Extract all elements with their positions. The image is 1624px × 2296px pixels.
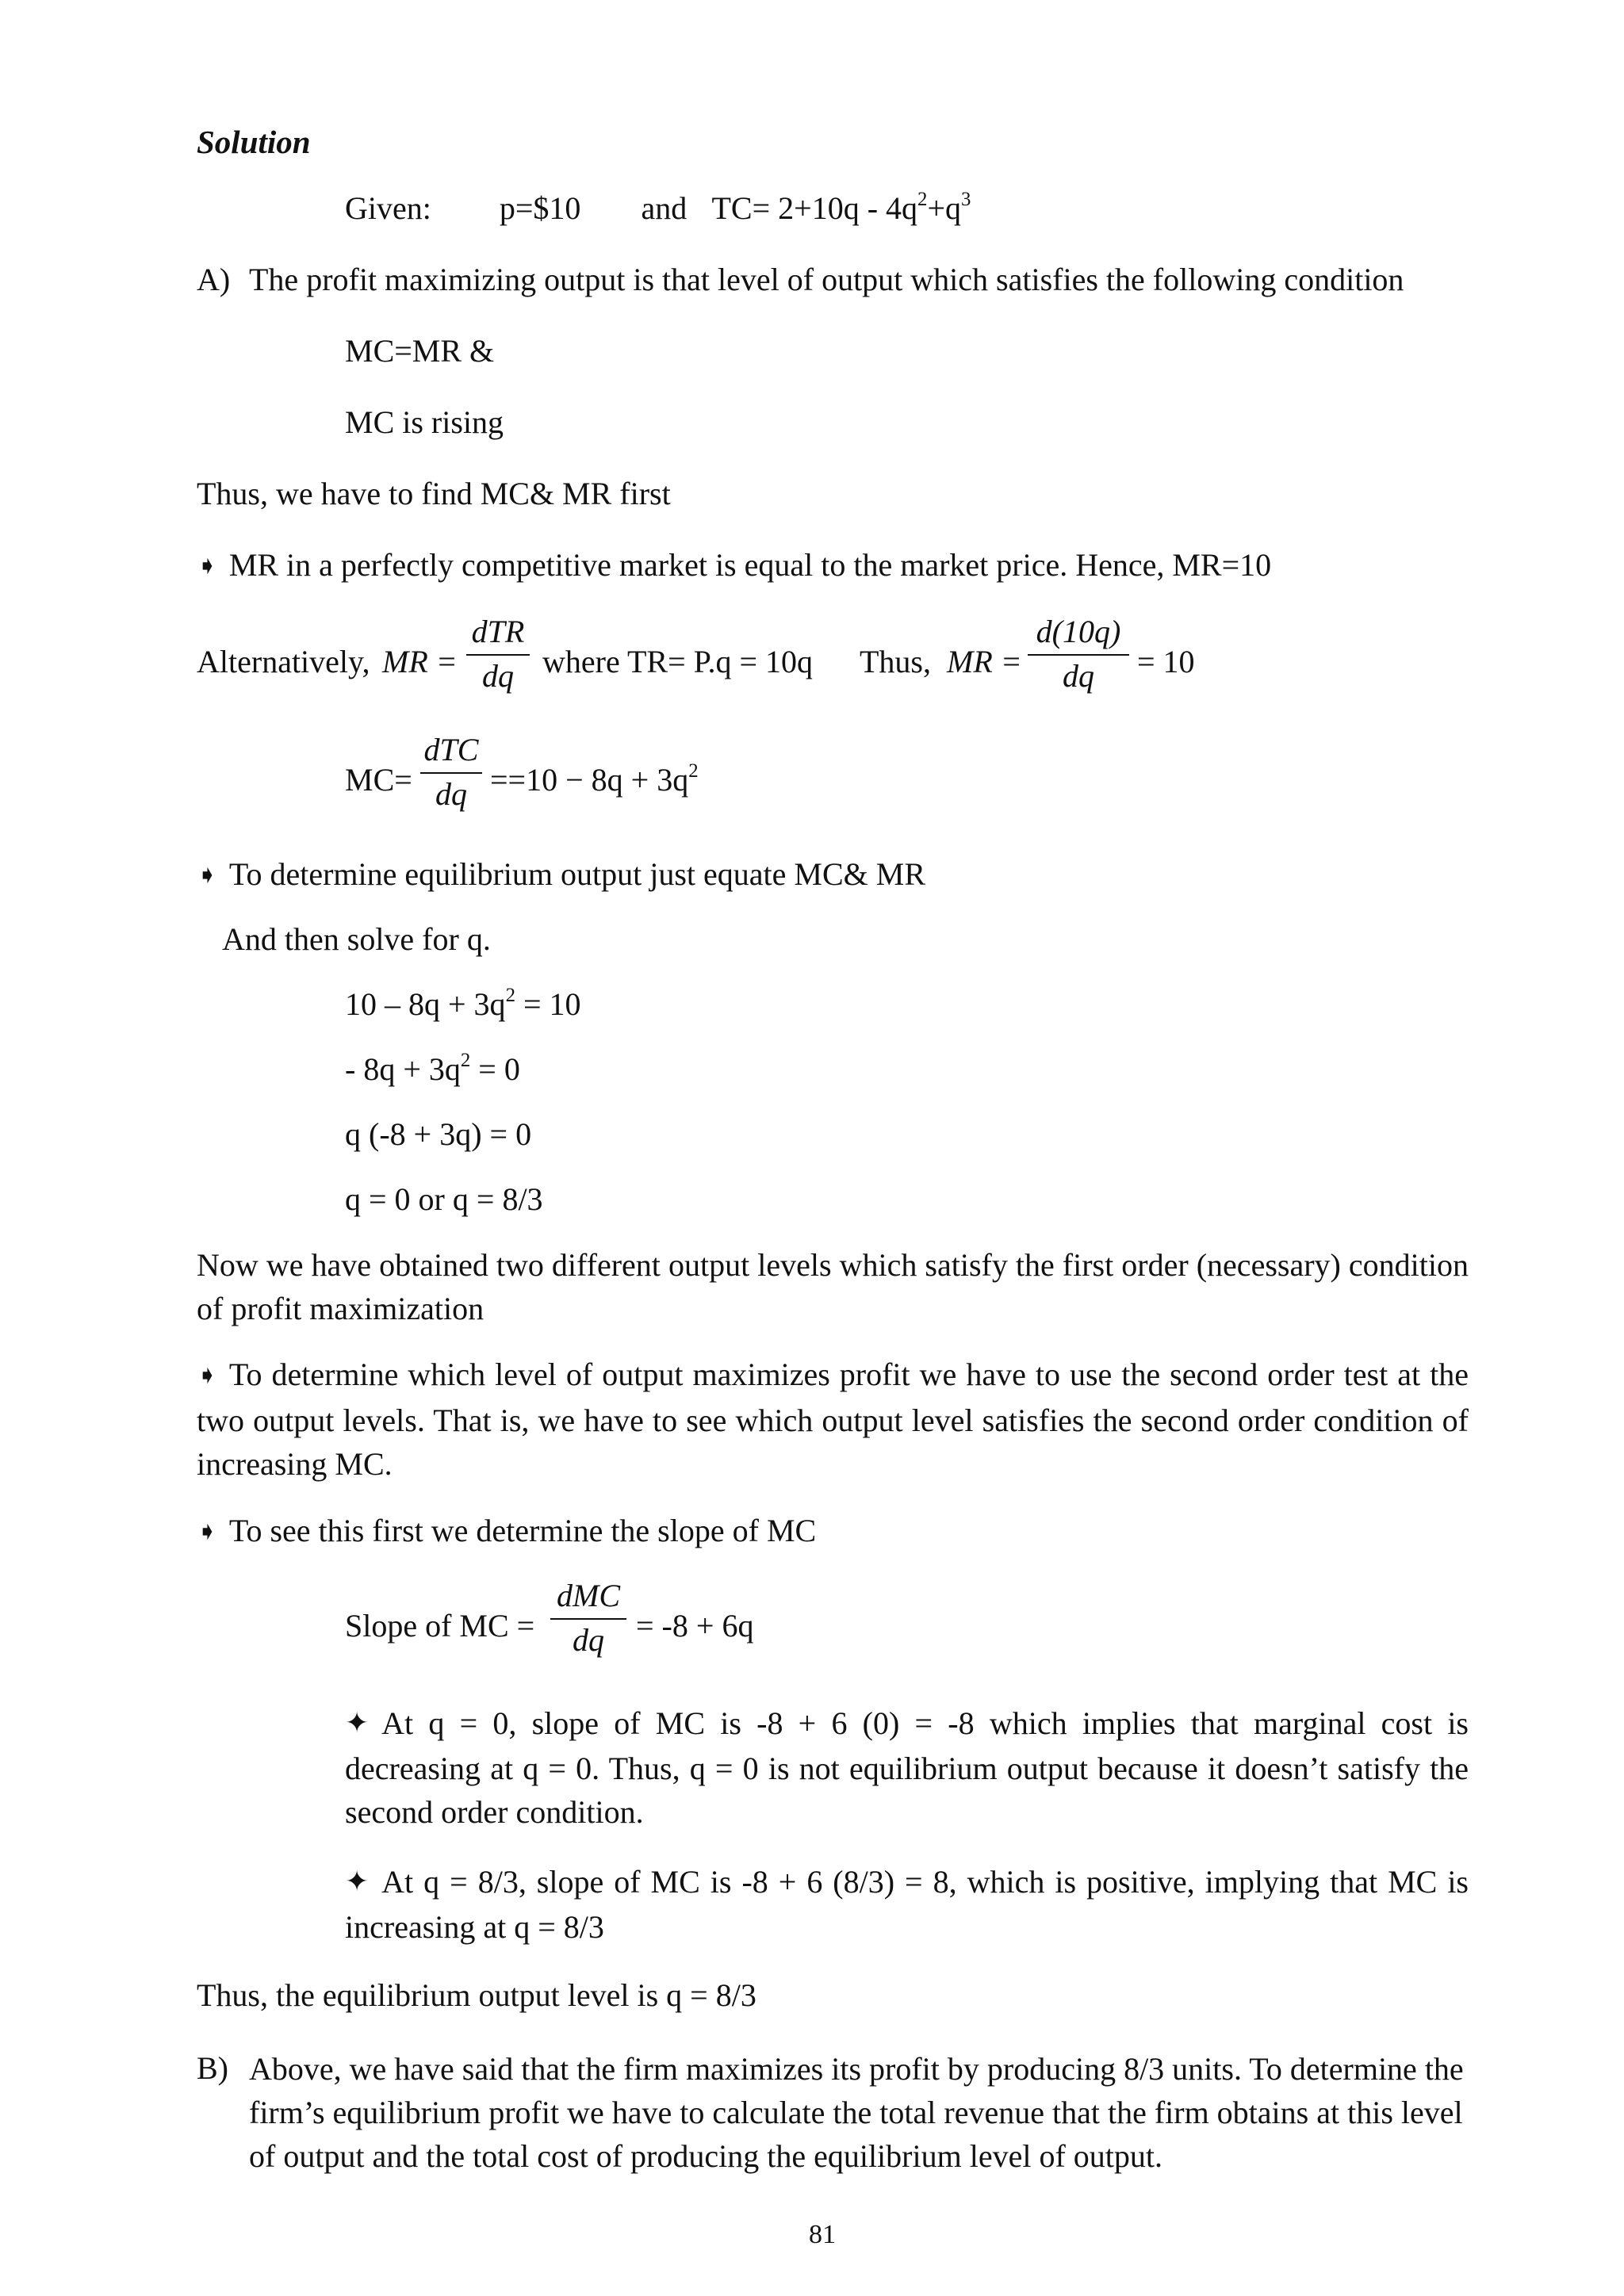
arrow-bullet-icon: ➧: [197, 551, 218, 580]
mc-expression: $==10 - 8q + 3q^2$: [490, 760, 699, 798]
equation-step: $10 - 8q + 3q^2 = 10$: [345, 984, 581, 1022]
fraction-d10q-dq: d(10q) dq: [1028, 614, 1129, 694]
given-line: [345, 187, 971, 230]
equation-step: q = 0 or q = 8/3: [345, 1181, 543, 1217]
alternatively-label: Alternatively,: [197, 644, 370, 679]
total-cost-equation: $TC= 2+10q - 4q^2+q^3$: [711, 188, 971, 226]
page-number: 81: [809, 2220, 836, 2249]
star-bullet-icon: ✦: [345, 1866, 370, 1897]
part-b-text: Above, we have said that the firm maximizes its profit by producing 8/3 units. To determine the firm’s equilibrium profit we have to calculate the total revenue that the firm obtains at this level of output and the total cost of producing the equilibrium level of output.: [249, 2051, 1464, 2174]
case-q-eight-thirds-text: At q = 8/3, slope of MC is -8 + 6 (8/3) = 8, which is positive, implying that MC is increasing at q = 8/3: [345, 1864, 1469, 1945]
where-tr-text: where TR= P.q = 10q: [542, 644, 814, 679]
slope-lhs: Slope of MC =: [345, 1608, 535, 1644]
case-q-zero-text: At q = 0, slope of MC is -8 + 6 (0) = -8 which implies that marginal cost is decreasing at q = 0. Thus, q = 0 is not equilibrium output because it doesn’t satisfy the second order condition.: [345, 1705, 1469, 1830]
equilibrium-conclusion: Thus, the equilibrium output level is q = 8/3: [197, 1977, 756, 2013]
mr-lhs-2: MR =: [947, 644, 1022, 679]
equate-bullet: [197, 853, 925, 896]
part-a-intro: The profit maximizing output is that level of output which satisfies the following condition: [249, 262, 1404, 297]
slope-bullet: [197, 1510, 816, 1552]
second-order-bullet: [197, 1353, 1469, 1486]
mr-bullet: [197, 544, 1271, 587]
part-a-marker: A): [197, 262, 231, 297]
solve-for-q-text: And then solve for q.: [222, 921, 491, 957]
slope-rhs: = -8 + 6q: [636, 1608, 754, 1644]
part-b-marker: B): [197, 2050, 228, 2086]
case-q-zero: [345, 1701, 1469, 1834]
mr-lhs-1: MR =: [382, 644, 458, 679]
mr-equals-10: = 10: [1137, 644, 1195, 679]
case-q-eight-thirds: [345, 1860, 1469, 1949]
two-output-levels-paragraph: Now we have obtained two different output levels which satisfy the first order (necessary) condition of profit maximization: [197, 1247, 1469, 1326]
equation-step: q (-8 + 3q) = 0: [345, 1116, 532, 1152]
arrow-bullet-icon: ➧: [197, 860, 218, 889]
given-price: p=$10: [499, 190, 581, 226]
solution-heading: Solution: [197, 124, 311, 160]
find-mc-mr-text: Thus, we have to find MC& MR first: [197, 476, 671, 511]
arrow-bullet-icon: ➧: [197, 1360, 218, 1389]
fraction-dtc-dq: dTC dq: [420, 733, 482, 812]
slope-bullet-text: To see this first we determine the slope of MC: [228, 1513, 817, 1548]
fraction-dmc-dq: dMC dq: [550, 1578, 626, 1658]
condition-mc-equals-mr: MC=MR &: [345, 333, 495, 369]
given-and: and: [641, 190, 688, 226]
fraction-dtr-dq: dTR dq: [466, 614, 530, 694]
given-label: Given:: [345, 190, 431, 226]
thus-label: Thus,: [860, 644, 931, 679]
equation-step: - $8q + 3q^2 = 0$: [345, 1049, 520, 1087]
condition-mc-rising: MC is rising: [345, 404, 504, 440]
mr-bullet-text: MR in a perfectly competitive market is equal to the market price. Hence, MR=10: [228, 547, 1272, 583]
mc-lhs: MC=: [345, 762, 412, 798]
second-order-bullet-text: To determine which level of output maximizes profit we have to use the second order test at the two output levels. That is, we have to see which output level satisfies the second order condition of increasing MC.: [197, 1357, 1469, 1482]
star-bullet-icon: ✦: [345, 1707, 370, 1739]
arrow-bullet-icon: ➧: [197, 1517, 218, 1545]
equate-bullet-text: To determine equilibrium output just equate MC& MR: [228, 856, 926, 892]
